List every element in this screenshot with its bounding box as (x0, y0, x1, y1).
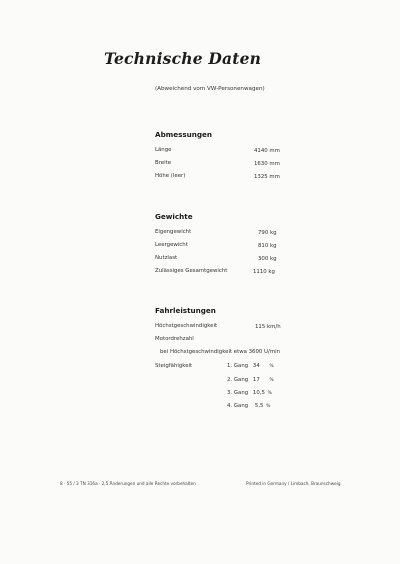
gear-unit: % (269, 378, 274, 383)
gear-row (227, 390, 272, 396)
row-value: 1110 kg (253, 269, 275, 275)
gear-row (227, 403, 270, 409)
gear-row (227, 377, 274, 383)
gear-unit: % (266, 404, 271, 409)
footer-right-text: Printed in Germany / Limbach, Braunschweig (246, 481, 341, 486)
row-label: Zulässiges Gesamtgewicht (155, 268, 228, 274)
gear-value: 34 (252, 363, 260, 369)
footer-left-text: 8 · 55 / 3 TN 316a · 2,5 Änderungen und alle Rechte vorbehalten (60, 481, 196, 486)
section-heading-fahrleistungen: Fahrleistungen (155, 306, 216, 315)
row-value: 810 kg (258, 243, 277, 249)
engine-speed-detail: bei Höchstgeschwindigkeit etwa 3600 U/min (160, 349, 280, 355)
row-value: 1630 mm (254, 161, 280, 167)
gear-unit: % (267, 391, 272, 396)
row-value: 790 kg (258, 230, 277, 236)
gear-name: 3. Gang (227, 390, 249, 396)
gear-unit: % (269, 364, 274, 369)
top-speed-label: Höchstgeschwindigkeit (155, 323, 218, 329)
row-label: Leergewicht (155, 242, 188, 248)
gear-value: 5,5 (254, 403, 264, 409)
row-label: Länge (155, 147, 172, 153)
gear-row (227, 363, 274, 369)
row-value: 300 kg (258, 256, 277, 262)
gear-value: 17 (252, 377, 260, 383)
gear-name: 2. Gang (227, 377, 249, 383)
row-label: Höhe (leer) (155, 173, 186, 179)
gear-name: 4. Gang (227, 403, 249, 409)
engine-speed-label: Motordrehzahl (155, 336, 194, 342)
page-subtitle: (Abweichend vom VW-Personenwagen) (155, 86, 265, 92)
climb-label: Steigfähigkeit (155, 363, 193, 369)
row-label: Nutzlast (155, 255, 178, 261)
row-value: 4140 mm (254, 148, 280, 154)
section-heading-abmessungen: Abmessungen (155, 130, 212, 139)
row-label: Breite (155, 160, 172, 166)
row-label: Eigengewicht (155, 229, 192, 235)
gear-value: 10,5 (252, 390, 265, 396)
row-value: 1325 mm (254, 174, 280, 180)
top-speed-value: 115 km/h (255, 324, 281, 330)
section-heading-gewichte: Gewichte (155, 212, 193, 221)
gear-name: 1. Gang (227, 363, 249, 369)
page-title: Technische Daten (104, 49, 262, 68)
